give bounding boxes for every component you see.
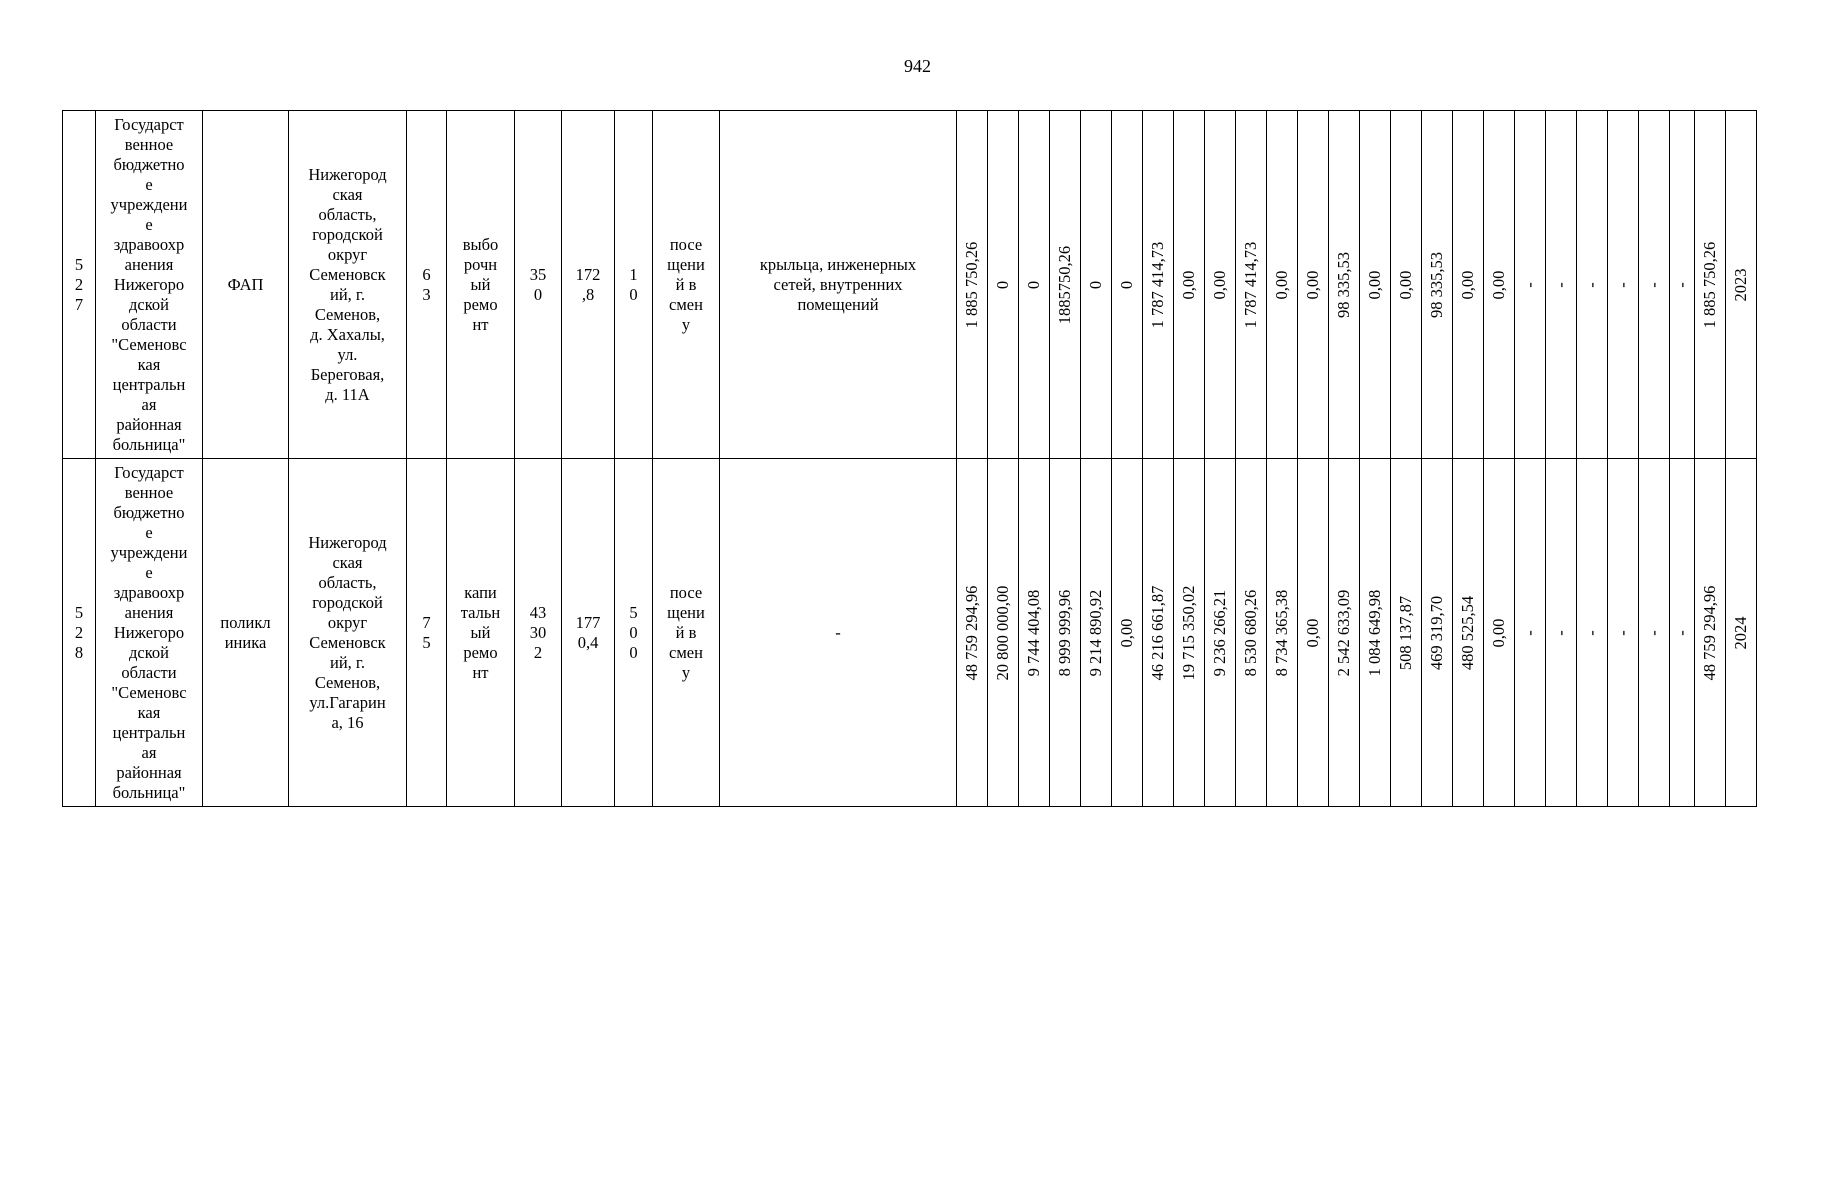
financial-cell [988, 459, 1019, 807]
financial-value: 8 999 999,96 [1055, 589, 1074, 676]
financial-cell [1695, 111, 1726, 459]
cell-col6 [515, 111, 562, 459]
cell-col7-text: 172 ,8 [575, 264, 601, 304]
financial-value: - [1672, 281, 1691, 288]
cell-col8 [615, 459, 653, 807]
financial-cell [1391, 459, 1422, 807]
financial-cell [957, 111, 988, 459]
financial-value: 0,00 [1210, 270, 1229, 299]
financial-cell [1453, 111, 1484, 459]
financial-cell [1695, 459, 1726, 807]
cell-col6-text: 43 30 2 [529, 602, 547, 662]
financial-value: - [1551, 281, 1570, 288]
financial-value: 1 885 750,26 [962, 241, 981, 328]
financial-value: 46 216 661,87 [1148, 585, 1167, 680]
object-address [289, 459, 407, 807]
financial-cell [1422, 459, 1453, 807]
register-table [62, 110, 1757, 807]
financial-value: - [1672, 629, 1691, 636]
financial-value: 19 715 350,02 [1179, 585, 1198, 680]
financial-value: 0,00 [1179, 270, 1198, 299]
financial-cell [1577, 111, 1608, 459]
financial-cell [1515, 111, 1546, 459]
works-description-text: крыльца, инженерных сетей, внутренних помещений [759, 254, 917, 314]
cell-col8-text: 1 0 [629, 264, 638, 304]
financial-value: - [1644, 281, 1663, 288]
financial-cell [1236, 111, 1267, 459]
financial-cell [1726, 111, 1757, 459]
financial-value: 480 525,54 [1458, 595, 1477, 670]
financial-cell [1298, 111, 1329, 459]
financial-cell [1174, 111, 1205, 459]
financial-value: - [1551, 629, 1570, 636]
financial-value: - [1613, 281, 1632, 288]
financial-value: 1 787 414,73 [1148, 241, 1167, 328]
financial-value: 8 734 365,38 [1272, 589, 1291, 676]
financial-cell [1391, 111, 1422, 459]
financial-value: 0,00 [1117, 618, 1136, 647]
cell-col8-text: 5 0 0 [629, 602, 638, 662]
financial-cell [1205, 111, 1236, 459]
financial-value: 48 759 294,96 [962, 585, 981, 680]
financial-cell [1546, 459, 1577, 807]
row-number [63, 111, 96, 459]
financial-value: 9 214 890,92 [1086, 589, 1105, 676]
financial-value: - [1644, 629, 1663, 636]
financial-value: 0,00 [1489, 618, 1508, 647]
financial-cell [1236, 459, 1267, 807]
financial-cell [1267, 111, 1298, 459]
financial-cell [1143, 111, 1174, 459]
page-number: 942 [904, 56, 931, 76]
financial-cell [1019, 111, 1050, 459]
financial-cell [957, 459, 988, 807]
row-number-text: 5 2 8 [74, 602, 84, 662]
financial-cell [1360, 459, 1391, 807]
object-type [203, 459, 289, 807]
object-address-text: Нижегород ская область, городской округ Семеновск ий, г. Семенов, д. Хахалы, ул. Береговая, д. 11А [308, 164, 387, 404]
works-description [720, 459, 957, 807]
financial-cell [1484, 459, 1515, 807]
financial-value: 98 335,53 [1427, 251, 1446, 318]
works-description [720, 111, 957, 459]
financial-value: 0,00 [1303, 618, 1322, 647]
cell-col7-text: 177 0,4 [575, 612, 601, 652]
financial-cell [1608, 111, 1639, 459]
cell-col4 [407, 459, 447, 807]
financial-value: - [1582, 281, 1601, 288]
cell-col4-text: 7 5 [422, 612, 431, 652]
financial-value: 1 885 750,26 [1700, 241, 1719, 328]
financial-value: 0 [1024, 280, 1043, 289]
row-number-text: 5 2 7 [74, 254, 84, 314]
financial-cell [1639, 111, 1670, 459]
capacity-unit-text: посе щени й в смен у [667, 234, 705, 334]
work-type-text: выбо рочн ый ремо нт [462, 234, 499, 334]
financial-value: 0 [1086, 280, 1105, 289]
financial-cell [1050, 111, 1081, 459]
financial-value: 2024 [1731, 616, 1750, 649]
institution-name [96, 459, 203, 807]
financial-cell [1143, 459, 1174, 807]
financial-value: 2023 [1731, 268, 1750, 301]
financial-cell [1608, 459, 1639, 807]
institution-name-text: Государст венное бюджетно е учреждени е здравоохр анения Нижегоро дской области "Семеновс кая центральн ая районная больница" [110, 462, 188, 802]
financial-value: - [1582, 629, 1601, 636]
financial-cell [1577, 459, 1608, 807]
financial-value: 0,00 [1272, 270, 1291, 299]
cell-col7 [562, 459, 615, 807]
works-description-text: - [835, 622, 841, 642]
cell-col4-text: 6 3 [422, 264, 431, 304]
work-type [447, 459, 515, 807]
financial-value: 9 744 404,08 [1024, 589, 1043, 676]
financial-cell [1670, 459, 1695, 807]
object-type-text: ФАП [227, 274, 264, 294]
object-address-text: Нижегород ская область, городской округ Семеновск ий, г. Семенов, ул.Гагарин а, 16 [308, 532, 387, 732]
financial-cell [1112, 111, 1143, 459]
financial-value: - [1520, 281, 1539, 288]
financial-value: 1 084 649,98 [1365, 589, 1384, 676]
financial-cell [1081, 459, 1112, 807]
table-row [63, 459, 1757, 807]
work-type [447, 111, 515, 459]
financial-value: 0 [993, 280, 1012, 289]
financial-cell [1670, 111, 1695, 459]
cell-col7 [562, 111, 615, 459]
financial-value: 48 759 294,96 [1700, 585, 1719, 680]
financial-value: 0,00 [1365, 270, 1384, 299]
table-row [63, 111, 1757, 459]
financial-cell [1081, 111, 1112, 459]
financial-cell [1329, 111, 1360, 459]
financial-value: 2 542 633,09 [1334, 589, 1353, 676]
financial-value: 0,00 [1458, 270, 1477, 299]
financial-cell [1546, 111, 1577, 459]
cell-col6-text: 35 0 [529, 264, 547, 304]
financial-cell [988, 111, 1019, 459]
financial-cell [1726, 459, 1757, 807]
financial-cell [1484, 111, 1515, 459]
financial-cell [1050, 459, 1081, 807]
financial-value: 20 800 000,00 [993, 585, 1012, 680]
financial-cell [1174, 459, 1205, 807]
financial-cell [1267, 459, 1298, 807]
work-type-text: капи тальн ый ремо нт [460, 582, 501, 682]
financial-value: 9 236 266,21 [1210, 589, 1229, 676]
financial-value: 0,00 [1489, 270, 1508, 299]
financial-value: - [1613, 629, 1632, 636]
cell-col6 [515, 459, 562, 807]
financial-value: 1 787 414,73 [1241, 241, 1260, 328]
financial-value: 469 319,70 [1427, 595, 1446, 670]
object-type-text: поликл иника [220, 612, 271, 652]
financial-value: 8 530 680,26 [1241, 589, 1260, 676]
financial-cell [1422, 111, 1453, 459]
object-address [289, 111, 407, 459]
financial-cell [1453, 459, 1484, 807]
financial-value: 0,00 [1396, 270, 1415, 299]
financial-value: 508 137,87 [1396, 595, 1415, 670]
financial-value: - [1520, 629, 1539, 636]
cell-col4 [407, 111, 447, 459]
financial-cell [1329, 459, 1360, 807]
financial-cell [1515, 459, 1546, 807]
capacity-unit [653, 459, 720, 807]
financial-cell [1360, 111, 1391, 459]
financial-cell [1639, 459, 1670, 807]
row-number [63, 459, 96, 807]
institution-name-text: Государст венное бюджетно е учреждени е здравоохр анения Нижегоро дской области "Семеновс кая центральн ая районная больница" [110, 114, 188, 454]
financial-value: 0 [1117, 280, 1136, 289]
financial-cell [1019, 459, 1050, 807]
financial-value: 1885750,26 [1055, 245, 1074, 324]
financial-cell [1112, 459, 1143, 807]
capacity-unit-text: посе щени й в смен у [667, 582, 705, 682]
institution-name [96, 111, 203, 459]
capacity-unit [653, 111, 720, 459]
cell-col8 [615, 111, 653, 459]
financial-value: 0,00 [1303, 270, 1322, 299]
financial-cell [1205, 459, 1236, 807]
object-type [203, 111, 289, 459]
financial-cell [1298, 459, 1329, 807]
financial-value: 98 335,53 [1334, 251, 1353, 318]
